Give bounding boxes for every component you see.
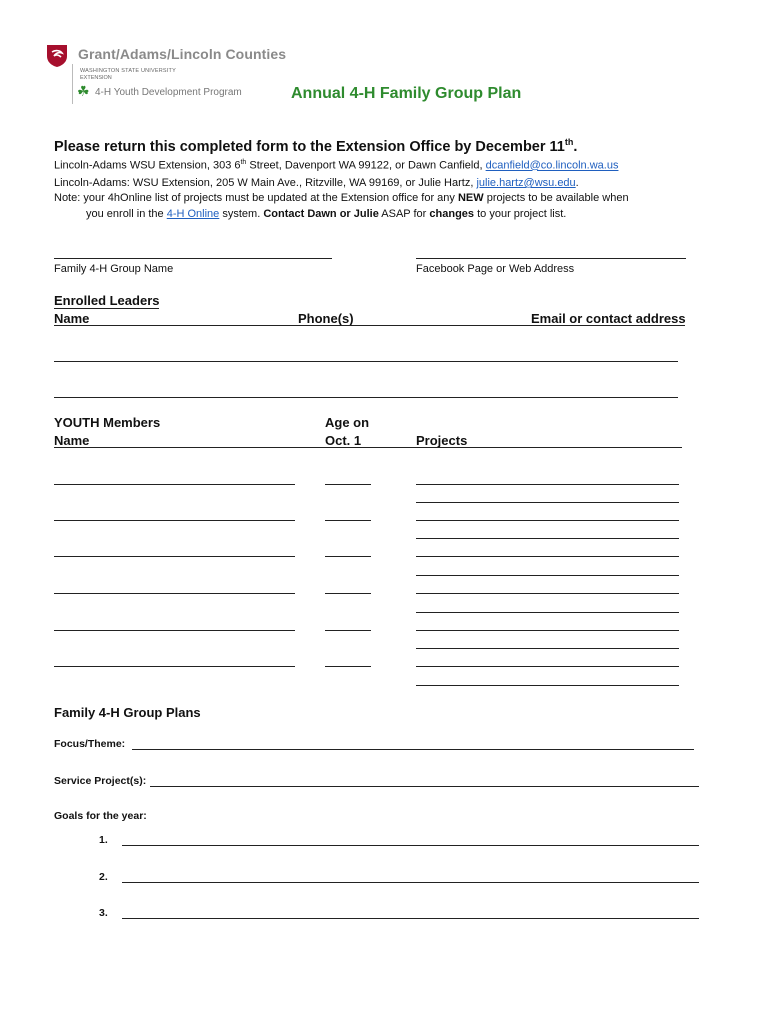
address-1-mid: Street, Davenport WA 99122, or Dawn Canfield, (246, 159, 486, 172)
address-line-1 (54, 159, 618, 172)
project-field[interactable] (416, 593, 679, 594)
address-2-end: . (575, 177, 579, 189)
youth-heading: YOUTH Members (54, 415, 161, 430)
youth-name-field[interactable] (54, 593, 295, 594)
note-text-d: you enroll in the (86, 208, 167, 220)
project-field[interactable] (416, 666, 679, 667)
header-divider (72, 64, 73, 104)
youth-col-name: Name (54, 433, 90, 448)
youth-name-field[interactable] (54, 666, 295, 667)
facebook-field[interactable] (416, 258, 686, 259)
service-field[interactable] (150, 786, 699, 787)
youth-age-field[interactable] (325, 484, 371, 485)
address-line-2 (54, 177, 579, 189)
note-text-c: projects to be available when (483, 192, 629, 204)
focus-field[interactable] (132, 749, 694, 750)
4h-online-link[interactable]: 4-H Online (166, 208, 220, 220)
leaders-header-rule (54, 325, 685, 326)
project-field[interactable] (416, 575, 679, 576)
youth-age-field[interactable] (325, 666, 371, 667)
email-link-dawn[interactable]: dcanfield@co.lincoln.wa.us (485, 159, 619, 172)
goal-field-3[interactable] (122, 918, 699, 919)
youth-age-field[interactable] (325, 593, 371, 594)
youth-age-field[interactable] (325, 520, 371, 521)
note-line-2 (86, 208, 566, 220)
project-field[interactable] (416, 520, 679, 521)
youth-col-age-1: Age on (325, 415, 370, 430)
leaders-col-phone: Phone(s) (298, 311, 354, 326)
leader-row[interactable] (54, 361, 678, 362)
project-field[interactable] (416, 502, 679, 503)
goal-number-2: 2. (99, 871, 108, 883)
leaders-col-email: Email or contact address (531, 311, 686, 326)
headline-sup: th (564, 137, 574, 147)
return-headline (54, 137, 577, 155)
youth-name-field[interactable] (54, 484, 295, 485)
page-title: Annual 4-H Family Group Plan (291, 85, 522, 102)
focus-label: Focus/Theme: (54, 738, 126, 750)
program-name: 4-H Youth Development Program (95, 87, 242, 98)
goal-number-1: 1. (99, 834, 108, 846)
goal-field-2[interactable] (122, 882, 699, 883)
wsu-logo (46, 44, 68, 68)
headline-text: Please return this completed form to the Extension Office by December 11 (54, 138, 565, 155)
youth-age-field[interactable] (325, 630, 371, 631)
project-field[interactable] (416, 484, 679, 485)
address-2-text: Lincoln-Adams: WSU Extension, 205 W Main Ave., Ritzville, WA 99169, or Julie Hartz, (54, 177, 477, 189)
goal-field-1[interactable] (122, 845, 699, 846)
goals-label: Goals for the year: (54, 810, 147, 822)
note-text-g: ASAP for (378, 208, 430, 220)
goal-number-3: 3. (99, 907, 108, 919)
project-field[interactable] (416, 556, 679, 557)
youth-age-field[interactable] (325, 556, 371, 557)
youth-header-rule (54, 447, 682, 448)
project-field[interactable] (416, 538, 679, 539)
project-field[interactable] (416, 630, 679, 631)
note-text-e: system. (219, 208, 264, 220)
note-line-1 (54, 192, 629, 204)
service-label: Service Project(s): (54, 775, 147, 787)
family-group-name-field[interactable] (54, 258, 332, 259)
note-new: NEW (457, 192, 484, 204)
youth-name-field[interactable] (54, 556, 295, 557)
note-changes: changes (429, 208, 475, 220)
note-text-a: Note: your 4hOnline list of projects must be updated at the Extension office for any (54, 192, 458, 204)
leaders-col-name: Name (54, 311, 90, 326)
extension-label: EXTENSION (80, 75, 112, 81)
clover-icon: ☘ (77, 83, 90, 99)
plans-heading: Family 4-H Group Plans (54, 705, 201, 720)
project-field[interactable] (416, 648, 679, 649)
project-field[interactable] (416, 685, 679, 686)
youth-name-field[interactable] (54, 520, 295, 521)
org-name: Grant/Adams/Lincoln Counties (78, 46, 287, 62)
address-1-text: Lincoln-Adams WSU Extension, 303 6 (54, 159, 241, 172)
university-name: WASHINGTON STATE UNIVERSITY (80, 68, 176, 74)
family-group-name-label: Family 4-H Group Name (54, 263, 174, 275)
address-1-sup: th (240, 159, 247, 166)
note-text-i: to your project list. (474, 208, 567, 220)
project-field[interactable] (416, 612, 679, 613)
leaders-heading: Enrolled Leaders (54, 293, 160, 308)
wsu-shield-icon (46, 44, 68, 68)
email-link-julie[interactable]: julie.hartz@wsu.edu (476, 177, 576, 189)
note-contact: Contact Dawn or Julie (263, 208, 379, 220)
youth-name-field[interactable] (54, 630, 295, 631)
leader-row[interactable] (54, 397, 678, 398)
facebook-label: Facebook Page or Web Address (416, 263, 575, 275)
headline-end: . (573, 138, 578, 155)
youth-col-age-2: Oct. 1 (325, 433, 362, 448)
youth-col-projects: Projects (416, 433, 468, 448)
